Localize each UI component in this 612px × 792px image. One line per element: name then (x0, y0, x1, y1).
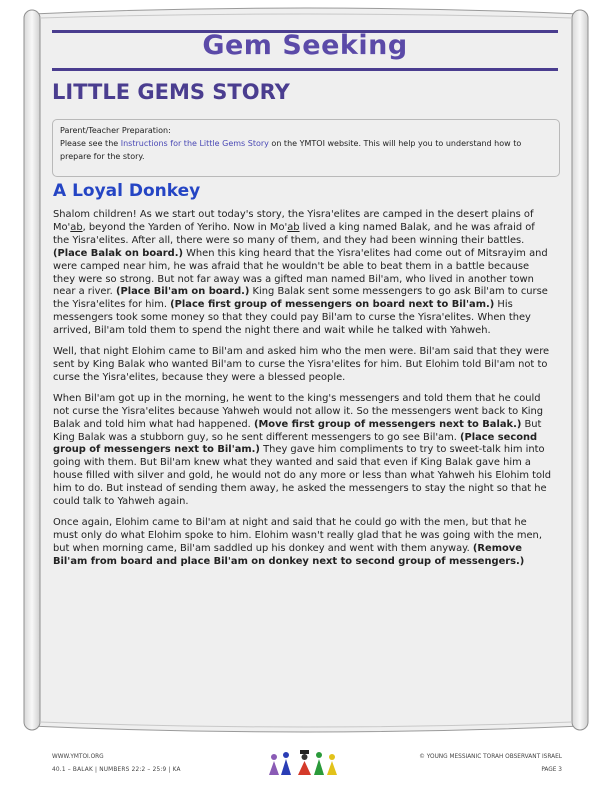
page-footer (52, 754, 562, 780)
p1-instruction-3: (Place first group of messengers on board next to Bil'am.) (170, 299, 495, 311)
story-paragraph-4 (53, 517, 553, 569)
p4-text-1: Once again, Elohim came to Bil'am at night and said that he could go with the men, but that he must only do what Elohim spoke to him. Elohim wasn't really glad that he was going with the men, but when morning came, Bil'am saddled up his donkey and went with them anyway. (53, 516, 542, 554)
p1-text-5: King Balak sent some messengers to go ask Bil'am to curse the Yisra'elites for him. (53, 286, 548, 311)
instructions-link[interactable]: Instructions for the Little Gems Story (120, 139, 269, 148)
p1-underline-1: ab (70, 221, 83, 233)
p3-text-3: They gave him compliments to try to sweet-talk him into going with them. But Bil'am knew what they wanted and said that even if King Balak gave him a house filled with silver and gold, he would not do any more or less than what Yahweh his Elohim told him to do. But instead of sending them away, he asked the messengers to stay the night so that he could talk to Yahweh again. (53, 444, 552, 508)
p1-text-6: His messengers took some money so that they could pay Bil'am to curse the Yisra'elites. When they arrived, Bil'am told them to spend the night there and wait while he talked with Yahweh. (53, 299, 531, 337)
footer-reference: 40.1 – BALAK | NUMBERS 22:2 – 25:9 | KA (52, 767, 181, 773)
p3-instruction-1: (Move first group of messengers next to Balak.) (253, 418, 522, 430)
footer-url[interactable]: WWW.YMTOI.ORG (52, 754, 104, 760)
p1-text-3: lived a king named Balak, and he was afraid of the Yisra'elites. After all, there were so many of them, and they had been winning their battles. (53, 221, 535, 246)
story-title: A Loyal Donkey (53, 181, 201, 201)
title-bottom-rule (52, 68, 558, 71)
p3-text-2: But King Balak was a stubborn guy, so he sent different messengers to go see Bil'am. (53, 418, 542, 443)
preparation-text-end: on the YMTOI website. This will help you to understand how to prepare for the story. (60, 139, 522, 161)
page-number: PAGE 3 (541, 767, 562, 773)
p1-underline-2: ab (287, 221, 300, 233)
p3-instruction-2: (Place second group of messengers next to Bil'am.) (53, 431, 538, 456)
story-paragraph-1 (53, 209, 553, 338)
p1-instruction-2: (Place Bil'am on board.) (115, 286, 250, 298)
p1-text-4: When this king heard that the Yisra'elites had come out of Mitsrayim and were camped near him, he was afraid that he wouldn't be able to beat them in a battle because they were so strong. But not far away was a gifted man named Bil'am, who lived in another town near a river. (53, 247, 548, 298)
ymtoi-figures-logo-icon (267, 749, 342, 779)
p1-instruction-1: (Place Balak on board.) (53, 247, 184, 259)
p3-text-1: When Bil'am got up in the morning, he went to the king's messengers and told them that he could not curse the Yisra'elites because Yahweh would not allow it. So the messengers went back to King Balak and told him what had happened. (53, 392, 544, 430)
preparation-text-start: Please see the (60, 139, 121, 148)
story-body (53, 209, 553, 577)
story-paragraph-3 (53, 393, 553, 509)
p1-text-1: Shalom children! As we start out today's story, the Yisra'elites are camped in the desert plains of Mo' (53, 209, 534, 233)
page-title: Gem Seeking (202, 30, 408, 61)
p1-text-2: , beyond the Yarden of Yeriho. Now in Mo' (82, 221, 288, 233)
preparation-box (52, 119, 560, 177)
preparation-text (60, 137, 552, 163)
story-paragraph-2: Well, that night Elohim came to Bil'am and asked him who the men were. Bil'am said that they were sent by King Balak who wanted Bil'am to curse the Yisra'elites for him. But Elohim told Bil'am not to curse the Yisra'elites, because they were a blessed people. (53, 346, 550, 383)
section-heading: LITTLE GEMS STORY (52, 80, 290, 104)
preparation-heading: Parent/Teacher Preparation: (60, 126, 171, 135)
p4-instruction-1: (Remove Bil'am from board and place Bil'am on donkey next to second group of messengers.) (53, 542, 525, 567)
footer-copyright: © YOUNG MESSIANIC TORAH OBSERVANT ISRAEL (419, 754, 562, 760)
